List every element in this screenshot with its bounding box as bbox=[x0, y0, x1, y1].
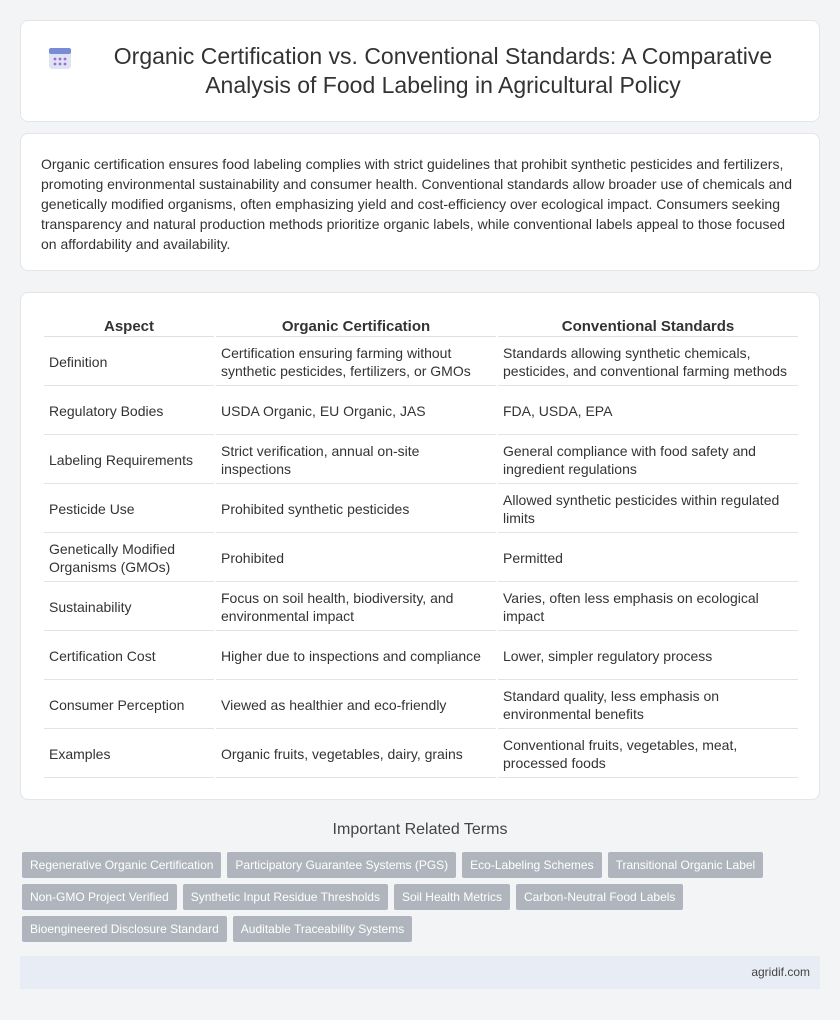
related-terms-list bbox=[22, 852, 782, 948]
related-term-tag[interactable]: Auditable Traceability Systems bbox=[233, 916, 412, 942]
table-row bbox=[44, 535, 798, 582]
cell-organic: Prohibited bbox=[216, 535, 496, 582]
cell-aspect: Certification Cost bbox=[44, 633, 214, 680]
related-term-tag[interactable]: Regenerative Organic Certification bbox=[22, 852, 221, 878]
cell-conventional: Permitted bbox=[498, 535, 798, 582]
related-term-tag[interactable]: Transitional Organic Label bbox=[608, 852, 764, 878]
column-header-organic: Organic Certification bbox=[216, 315, 496, 337]
table-header-row bbox=[44, 315, 798, 337]
cell-aspect: Examples bbox=[44, 731, 214, 778]
cell-organic: Strict verification, annual on-site inspections bbox=[216, 437, 496, 484]
related-term-tag[interactable]: Eco-Labeling Schemes bbox=[462, 852, 601, 878]
related-term-tag[interactable]: Bioengineered Disclosure Standard bbox=[22, 916, 227, 942]
table-row bbox=[44, 388, 798, 435]
related-terms-heading: Important Related Terms bbox=[332, 821, 508, 838]
cell-conventional: Standards allowing synthetic chemicals, pesticides, and conventional farming methods bbox=[498, 339, 798, 386]
cell-organic: Certification ensuring farming without synthetic pesticides, fertilizers, or GMOs bbox=[216, 339, 496, 386]
table-row bbox=[44, 437, 798, 484]
column-header-conventional: Conventional Standards bbox=[498, 315, 798, 337]
cell-organic: Higher due to inspections and compliance bbox=[216, 633, 496, 680]
table-row bbox=[44, 682, 798, 729]
page-title: Organic Certification vs. Conventional Standards: A Comparative Analysis of Food Labeling in Agricultural Policy bbox=[113, 43, 773, 98]
related-term-tag[interactable]: Soil Health Metrics bbox=[394, 884, 510, 910]
column-header-aspect: Aspect bbox=[44, 315, 214, 337]
cell-aspect: Sustainability bbox=[44, 584, 214, 631]
table-row bbox=[44, 731, 798, 778]
comparison-table bbox=[42, 313, 800, 780]
comparison-table-card bbox=[20, 292, 820, 800]
table-row bbox=[44, 633, 798, 680]
cell-organic: Focus on soil health, biodiversity, and environmental impact bbox=[216, 584, 496, 631]
cell-organic: Prohibited synthetic pesticides bbox=[216, 486, 496, 533]
footer bbox=[20, 956, 820, 989]
cell-conventional: Varies, often less emphasis on ecological impact bbox=[498, 584, 798, 631]
cell-conventional: Lower, simpler regulatory process bbox=[498, 633, 798, 680]
cell-organic: Viewed as healthier and eco-friendly bbox=[216, 682, 496, 729]
cell-conventional: FDA, USDA, EPA bbox=[498, 388, 798, 435]
cell-aspect: Genetically Modified Organisms (GMOs) bbox=[44, 535, 214, 582]
cell-aspect: Pesticide Use bbox=[44, 486, 214, 533]
title-card bbox=[20, 20, 820, 122]
cell-organic: Organic fruits, vegetables, dairy, grains bbox=[216, 731, 496, 778]
related-term-tag[interactable]: Synthetic Input Residue Thresholds bbox=[183, 884, 388, 910]
footer-site-link[interactable]: agridif.com bbox=[751, 965, 810, 979]
table-row bbox=[44, 584, 798, 631]
table-row bbox=[44, 486, 798, 533]
cell-organic: USDA Organic, EU Organic, JAS bbox=[216, 388, 496, 435]
calendar-icon bbox=[47, 45, 73, 71]
related-term-tag[interactable]: Carbon-Neutral Food Labels bbox=[516, 884, 683, 910]
intro-card bbox=[20, 133, 820, 271]
cell-aspect: Consumer Perception bbox=[44, 682, 214, 729]
cell-conventional: Conventional fruits, vegetables, meat, processed foods bbox=[498, 731, 798, 778]
table-row bbox=[44, 339, 798, 386]
intro-paragraph: Organic certification ensures food labeling complies with strict guidelines that prohibit synthetic pesticides and fertilizers, promoting environmental sustainability and consumer health. Conventional standards allow broader use of chemicals and genetically modified organisms, often emphasizing yield and cost-efficiency over ecological impact. Consumers seeking transparency and natural production methods prioritize organic labels, while conventional labels appeal to those focused on affordability and availability. bbox=[41, 156, 792, 252]
related-term-tag[interactable]: Participatory Guarantee Systems (PGS) bbox=[227, 852, 456, 878]
cell-aspect: Labeling Requirements bbox=[44, 437, 214, 484]
cell-aspect: Regulatory Bodies bbox=[44, 388, 214, 435]
cell-aspect: Definition bbox=[44, 339, 214, 386]
cell-conventional: General compliance with food safety and ingredient regulations bbox=[498, 437, 798, 484]
related-term-tag[interactable]: Non-GMO Project Verified bbox=[22, 884, 177, 910]
cell-conventional: Standard quality, less emphasis on environmental benefits bbox=[498, 682, 798, 729]
cell-conventional: Allowed synthetic pesticides within regulated limits bbox=[498, 486, 798, 533]
